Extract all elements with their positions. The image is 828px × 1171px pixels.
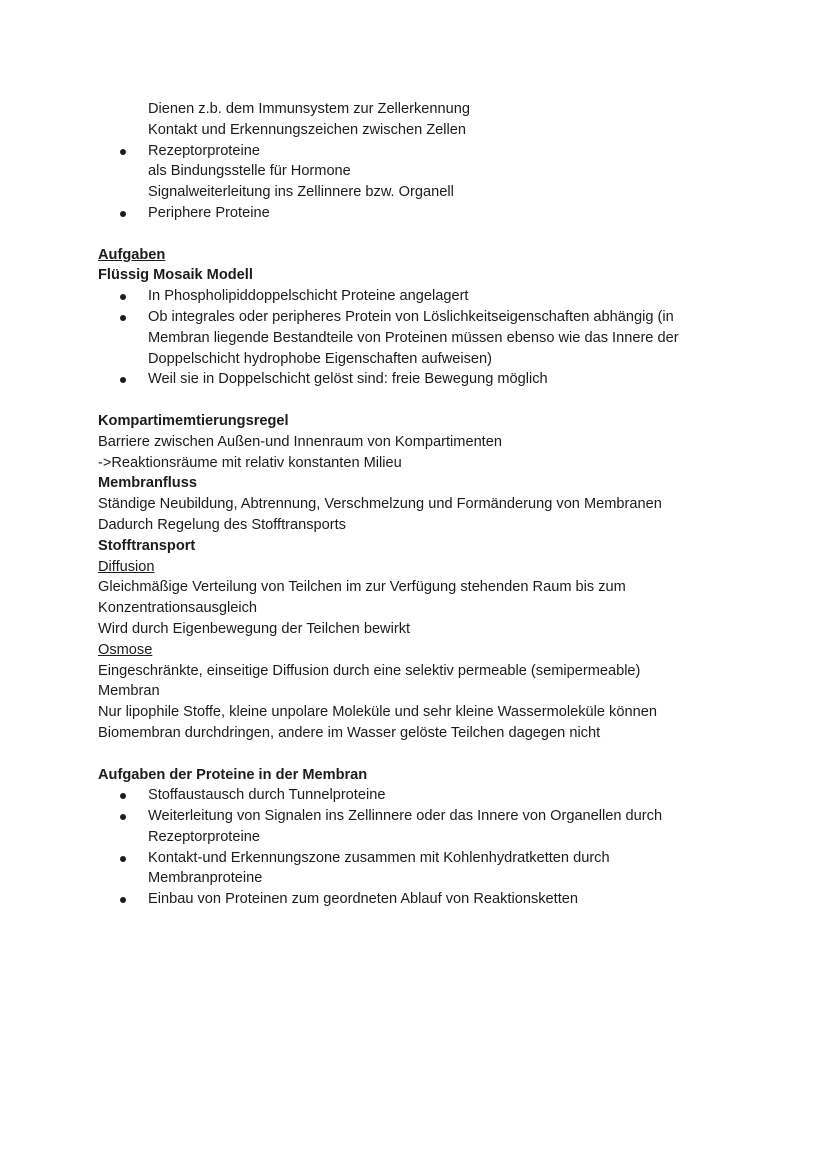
bullet-text: In Phospholipiddoppelschicht Proteine angelagert — [148, 288, 469, 305]
text-line: Membran — [98, 683, 160, 700]
bullet-item — [98, 848, 738, 890]
bullet-icon — [120, 294, 126, 300]
section-heading: Kompartimemtierungsregel — [98, 412, 289, 429]
bullet-text: Membranproteine — [148, 870, 263, 887]
section-heading: Membranfluss — [98, 475, 197, 492]
section-heading: Stofftransport — [98, 537, 196, 554]
bullet-text: Weiterleitung von Signalen ins Zellinnere oder das Innere von Organellen durch — [148, 808, 663, 825]
bullet-text: Weil sie in Doppelschicht gelöst sind: freie Bewegung möglich — [148, 371, 548, 388]
bullet-text: Einbau von Proteinen zum geordneten Ablauf von Reaktionsketten — [148, 891, 578, 908]
bullet-icon — [120, 377, 126, 383]
bullet-icon — [120, 814, 126, 820]
bullet-icon — [120, 315, 126, 321]
bullet-icon — [120, 149, 126, 155]
document-page — [98, 99, 738, 910]
subsection-heading: Diffusion — [98, 558, 155, 575]
section-heading: Aufgaben — [98, 246, 166, 263]
text-line: Konzentrationsausgleich — [98, 600, 258, 617]
bullet-text: Kontakt-und Erkennungszone zusammen mit Kohlenhydratketten durch — [148, 849, 610, 866]
text-line: Eingeschränkte, einseitige Diffusion durch eine selektiv permeable (semipermeable) — [98, 662, 641, 679]
bullet-icon — [120, 897, 126, 903]
bullet-text: Stoffaustausch durch Tunnelproteine — [148, 787, 386, 804]
text-line: Wird durch Eigenbewegung der Teilchen bewirkt — [98, 620, 411, 637]
bullet-item — [98, 806, 738, 848]
bullet-text: Rezeptorproteine — [148, 828, 260, 845]
text-line: Barriere zwischen Außen-und Innenraum von Kompartimenten — [98, 433, 502, 450]
text-line: Dadurch Regelung des Stofftransports — [98, 516, 346, 533]
bullet-item — [98, 307, 738, 369]
bullet-item — [98, 369, 738, 390]
bullet-icon — [120, 211, 126, 217]
text-line: Gleichmäßige Verteilung von Teilchen im zur Verfügung stehenden Raum bis zum — [98, 579, 626, 596]
text-line: Biomembran durchdringen, andere im Wasser gelöste Teilchen dagegen nicht — [98, 724, 601, 741]
bullet-item — [98, 785, 738, 806]
bullet-icon — [120, 856, 126, 862]
text-line: Ständige Neubildung, Abtrennung, Verschmelzung und Formänderung von Membranen — [98, 496, 662, 513]
section-heading: Aufgaben der Proteine in der Membran — [98, 766, 368, 783]
bullet-text: Signalweiterleitung ins Zellinnere bzw. Organell — [148, 184, 454, 201]
text-line: ->Reaktionsräume mit relativ konstanten Milieu — [98, 454, 402, 471]
bullet-item — [98, 203, 738, 224]
subsection-heading: Osmose — [98, 641, 153, 658]
bullet-text: Doppelschicht hydrophobe Eigenschaften aufweisen) — [148, 350, 492, 367]
bullet-item — [98, 141, 738, 203]
bullet-text: als Bindungsstelle für Hormone — [148, 163, 351, 180]
bullet-text: Periphere Proteine — [148, 204, 270, 221]
bullet-item — [98, 286, 738, 307]
text-line: Nur lipophile Stoffe, kleine unpolare Moleküle und sehr kleine Wassermoleküle können — [98, 704, 657, 721]
bullet-text: Ob integrales oder peripheres Protein von Löslichkeitseigenschaften abhängig (in — [148, 308, 674, 325]
bullet-icon — [120, 793, 126, 799]
text-line: Kontakt und Erkennungszeichen zwischen Zellen — [148, 121, 467, 138]
bullet-text: Rezeptorproteine — [148, 142, 260, 159]
section-subheading: Flüssig Mosaik Modell — [98, 267, 253, 284]
bullet-item — [98, 889, 738, 910]
text-line: Dienen z.b. dem Immunsystem zur Zellerkennung — [148, 101, 471, 117]
bullet-text: Membran liegende Bestandteile von Proteinen müssen ebenso wie das Innere der — [148, 329, 679, 346]
